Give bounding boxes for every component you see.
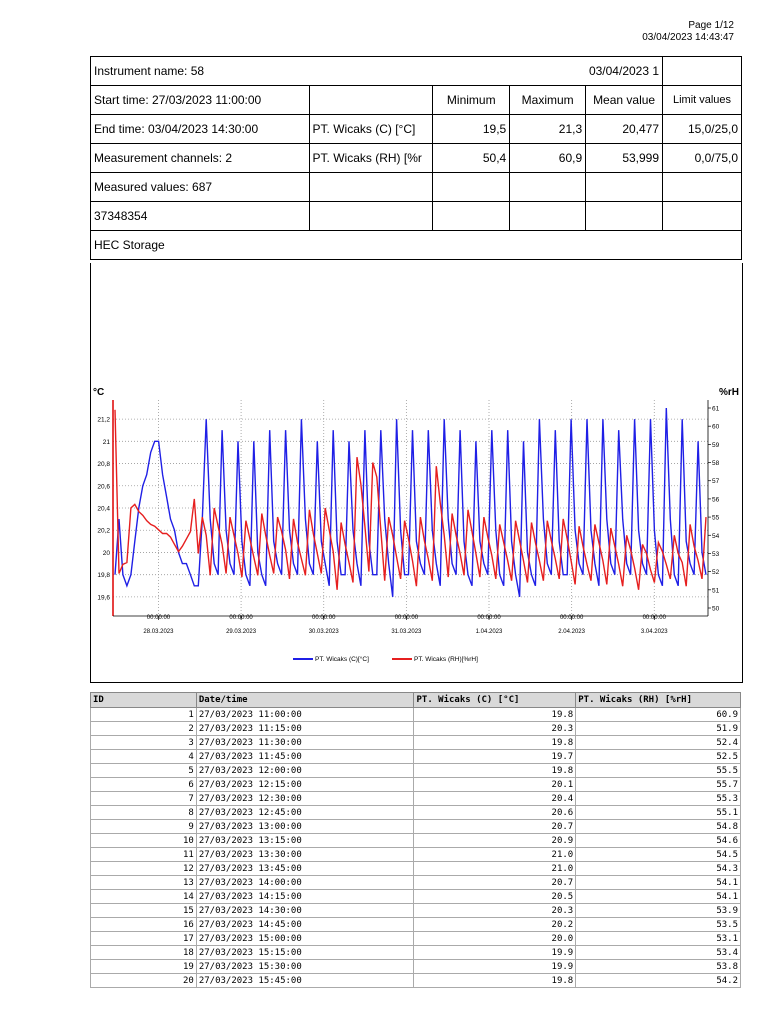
instrument-row bbox=[91, 57, 663, 86]
table-cell: 19.8 bbox=[414, 736, 576, 750]
y2-tick-label: 51 bbox=[712, 587, 720, 595]
table-cell: 54.5 bbox=[576, 848, 741, 862]
table-header-3: PT. Wicaks (RH) [%rH] bbox=[576, 693, 741, 708]
table-cell: 54.6 bbox=[576, 834, 741, 848]
table-cell: 20.6 bbox=[414, 806, 576, 820]
y2-tick-label: 54 bbox=[712, 532, 720, 540]
instrument-name: Instrument name: 58 bbox=[94, 64, 205, 78]
channel1-max: 21,3 bbox=[510, 115, 586, 144]
table-row bbox=[91, 960, 741, 974]
table-cell: 27/03/2023 14:00:00 bbox=[196, 876, 414, 890]
table-cell: 53.4 bbox=[576, 946, 741, 960]
table-cell: 27/03/2023 15:30:00 bbox=[196, 960, 414, 974]
table-cell: 53.5 bbox=[576, 918, 741, 932]
table-cell: 54.3 bbox=[576, 862, 741, 876]
table-cell: 19.9 bbox=[414, 946, 576, 960]
table-cell: 5 bbox=[91, 764, 197, 778]
table-cell: 27/03/2023 15:00:00 bbox=[196, 932, 414, 946]
y2-tick-label: 60 bbox=[712, 423, 720, 431]
table-row bbox=[91, 722, 741, 736]
table-cell: 27/03/2023 14:45:00 bbox=[196, 918, 414, 932]
x-tick-time: 00:00:00 bbox=[229, 615, 253, 621]
y2-tick-label: 56 bbox=[712, 496, 720, 504]
table-cell: 6 bbox=[91, 778, 197, 792]
table-row bbox=[91, 736, 741, 750]
table-cell: 10 bbox=[91, 834, 197, 848]
table-cell: 52.5 bbox=[576, 750, 741, 764]
table-cell: 27/03/2023 11:00:00 bbox=[196, 708, 414, 722]
x-tick-date: 31.03.2023 bbox=[391, 629, 422, 635]
table-header-1: Date/time bbox=[196, 693, 414, 708]
table-cell: 17 bbox=[91, 932, 197, 946]
table-body bbox=[91, 708, 741, 988]
table-row bbox=[91, 904, 741, 918]
location: HEC Storage bbox=[91, 231, 742, 260]
table-cell: 19.9 bbox=[414, 960, 576, 974]
table-row bbox=[91, 876, 741, 890]
table-cell: 13 bbox=[91, 876, 197, 890]
table-cell: 27/03/2023 13:15:00 bbox=[196, 834, 414, 848]
table-cell: 16 bbox=[91, 918, 197, 932]
table-cell: 27/03/2023 15:15:00 bbox=[196, 946, 414, 960]
table-row bbox=[91, 974, 741, 988]
legend-label: PT. Wicaks (RH)[%rH] bbox=[414, 656, 478, 663]
line-chart bbox=[91, 263, 742, 682]
table-cell: 55.7 bbox=[576, 778, 741, 792]
table-cell: 20.2 bbox=[414, 918, 576, 932]
table-cell: 27/03/2023 14:30:00 bbox=[196, 904, 414, 918]
table-cell: 53.1 bbox=[576, 932, 741, 946]
y2-tick-label: 52 bbox=[712, 569, 720, 577]
table-cell: 2 bbox=[91, 722, 197, 736]
channel1-name: PT. Wicaks (C) [°C] bbox=[309, 115, 433, 144]
table-cell: 55.5 bbox=[576, 764, 741, 778]
table-cell: 20.0 bbox=[414, 932, 576, 946]
y2-tick-label: 53 bbox=[712, 550, 720, 558]
table-cell: 20.5 bbox=[414, 890, 576, 904]
x-tick-date: 29.03.2023 bbox=[226, 629, 257, 635]
table-cell: 27/03/2023 11:15:00 bbox=[196, 722, 414, 736]
y1-tick-label: 19,6 bbox=[97, 594, 110, 602]
table-cell: 27/03/2023 13:00:00 bbox=[196, 820, 414, 834]
measurement-channels: Measurement channels: 2 bbox=[91, 144, 310, 173]
x-tick-date: 30.03.2023 bbox=[308, 629, 339, 635]
y2-axis-label: %rH bbox=[718, 387, 739, 398]
y1-tick-label: 20,6 bbox=[97, 483, 110, 491]
table-header-row bbox=[91, 693, 741, 708]
table-row bbox=[91, 806, 741, 820]
table-cell: 27/03/2023 12:15:00 bbox=[196, 778, 414, 792]
y2-tick-label: 55 bbox=[712, 514, 720, 522]
channel2-name: PT. Wicaks (RH) [%r bbox=[309, 144, 433, 173]
channel2-mean: 53,999 bbox=[586, 144, 663, 173]
y2-tick-label: 59 bbox=[712, 441, 720, 449]
channel1-mean: 20,477 bbox=[586, 115, 663, 144]
y1-tick-label: 19,8 bbox=[97, 572, 110, 580]
table-row bbox=[91, 848, 741, 862]
start-time: Start time: 27/03/2023 11:00:00 bbox=[91, 86, 310, 115]
channel1-min: 19,5 bbox=[433, 115, 510, 144]
table-cell: 27/03/2023 15:45:00 bbox=[196, 974, 414, 988]
print-datetime: 03/04/2023 14:43:47 bbox=[642, 32, 734, 43]
table-cell: 27/03/2023 12:00:00 bbox=[196, 764, 414, 778]
table-cell: 14 bbox=[91, 890, 197, 904]
table-cell: 55.3 bbox=[576, 792, 741, 806]
y1-tick-label: 20,4 bbox=[97, 505, 110, 513]
channel2-limit: 0,0/75,0 bbox=[663, 144, 742, 173]
y1-axis-label: °C bbox=[93, 387, 105, 398]
table-cell: 20.7 bbox=[414, 820, 576, 834]
table-cell: 51.9 bbox=[576, 722, 741, 736]
y2-tick-label: 50 bbox=[712, 605, 720, 613]
table-cell: 27/03/2023 11:45:00 bbox=[196, 750, 414, 764]
table-cell: 19.8 bbox=[414, 708, 576, 722]
table-cell: 19.8 bbox=[414, 974, 576, 988]
table-cell: 20.3 bbox=[414, 722, 576, 736]
table-header-0: ID bbox=[91, 693, 197, 708]
table-row bbox=[91, 750, 741, 764]
table-cell: 54.1 bbox=[576, 876, 741, 890]
serial-number: 37348354 bbox=[91, 202, 310, 231]
x-tick-date: 3.04.2023 bbox=[640, 629, 668, 635]
x-tick-time: 00:00:00 bbox=[559, 615, 584, 621]
table-cell: 9 bbox=[91, 820, 197, 834]
y1-tick-label: 20 bbox=[102, 549, 110, 557]
x-tick-time: 00:00:00 bbox=[146, 615, 171, 621]
end-time: End time: 03/04/2023 14:30:00 bbox=[91, 115, 310, 144]
table-cell: 19 bbox=[91, 960, 197, 974]
table-cell: 7 bbox=[91, 792, 197, 806]
x-tick-time: 00:00:00 bbox=[312, 615, 336, 621]
col-maximum: Maximum bbox=[510, 86, 586, 115]
table-cell: 3 bbox=[91, 736, 197, 750]
table-cell: 27/03/2023 13:45:00 bbox=[196, 862, 414, 876]
table-cell: 20.7 bbox=[414, 876, 576, 890]
table-row bbox=[91, 890, 741, 904]
table-cell: 55.1 bbox=[576, 806, 741, 820]
table-row bbox=[91, 820, 741, 834]
table-row bbox=[91, 834, 741, 848]
x-tick-time: 00:00:00 bbox=[642, 615, 666, 621]
table-row bbox=[91, 932, 741, 946]
table-row bbox=[91, 792, 741, 806]
table-cell: 27/03/2023 13:30:00 bbox=[196, 848, 414, 862]
x-tick-date: 1.04.2023 bbox=[475, 629, 503, 635]
table-cell: 60.9 bbox=[576, 708, 741, 722]
table-cell: 20 bbox=[91, 974, 197, 988]
instrument-info-table bbox=[90, 56, 742, 260]
x-tick-date: 28.03.2023 bbox=[143, 629, 174, 635]
col-minimum: Minimum bbox=[433, 86, 510, 115]
table-cell: 11 bbox=[91, 848, 197, 862]
measured-values: Measured values: 687 bbox=[91, 173, 310, 202]
x-tick-time: 00:00:00 bbox=[394, 615, 419, 621]
table-cell: 20.3 bbox=[414, 904, 576, 918]
y1-tick-label: 21 bbox=[102, 438, 110, 446]
page-header bbox=[642, 20, 734, 44]
table-cell: 21.0 bbox=[414, 862, 576, 876]
channel2-max: 60,9 bbox=[510, 144, 586, 173]
table-cell: 53.8 bbox=[576, 960, 741, 974]
table-row bbox=[91, 764, 741, 778]
table-header-2: PT. Wicaks (C) [°C] bbox=[414, 693, 576, 708]
x-tick-date: 2.04.2023 bbox=[558, 629, 585, 635]
report-date: 03/04/2023 1 bbox=[588, 64, 660, 78]
table-cell: 53.9 bbox=[576, 904, 741, 918]
table-cell: 8 bbox=[91, 806, 197, 820]
table-cell: 27/03/2023 14:15:00 bbox=[196, 890, 414, 904]
table-cell: 15 bbox=[91, 904, 197, 918]
table-cell: 52.4 bbox=[576, 736, 741, 750]
table-cell: 1 bbox=[91, 708, 197, 722]
col-mean: Mean value bbox=[586, 86, 663, 115]
table-cell: 27/03/2023 12:45:00 bbox=[196, 806, 414, 820]
table-row bbox=[91, 708, 741, 722]
table-cell: 21.0 bbox=[414, 848, 576, 862]
channel2-min: 50,4 bbox=[433, 144, 510, 173]
table-row bbox=[91, 862, 741, 876]
table-cell: 54.8 bbox=[576, 820, 741, 834]
table-cell: 12 bbox=[91, 862, 197, 876]
y1-tick-label: 20,8 bbox=[97, 461, 110, 469]
y1-tick-label: 21,2 bbox=[97, 416, 110, 424]
channel1-limit: 15,0/25,0 bbox=[663, 115, 742, 144]
chart-container bbox=[90, 263, 743, 683]
x-tick-time: 00:00:00 bbox=[477, 615, 501, 621]
y2-tick-label: 57 bbox=[712, 478, 720, 486]
table-cell: 27/03/2023 11:30:00 bbox=[196, 736, 414, 750]
table-cell: 19.8 bbox=[414, 764, 576, 778]
legend-label: PT. Wicaks (C)[°C] bbox=[315, 656, 369, 663]
table-cell: 4 bbox=[91, 750, 197, 764]
table-cell: 54.1 bbox=[576, 890, 741, 904]
table-cell: 27/03/2023 12:30:00 bbox=[196, 792, 414, 806]
y2-tick-label: 61 bbox=[712, 405, 720, 413]
table-row bbox=[91, 918, 741, 932]
table-cell: 20.9 bbox=[414, 834, 576, 848]
page-number: Page 1/12 bbox=[688, 20, 734, 31]
table-row bbox=[91, 946, 741, 960]
series-line-0 bbox=[115, 408, 706, 597]
measurement-table bbox=[90, 692, 741, 988]
table-cell: 54.2 bbox=[576, 974, 741, 988]
table-cell: 19.7 bbox=[414, 750, 576, 764]
y1-tick-label: 20,2 bbox=[97, 527, 110, 535]
table-cell: 20.4 bbox=[414, 792, 576, 806]
y2-tick-label: 58 bbox=[712, 460, 720, 468]
table-row bbox=[91, 778, 741, 792]
table-cell: 18 bbox=[91, 946, 197, 960]
col-limit: Limit values bbox=[663, 86, 742, 115]
table-cell: 20.1 bbox=[414, 778, 576, 792]
